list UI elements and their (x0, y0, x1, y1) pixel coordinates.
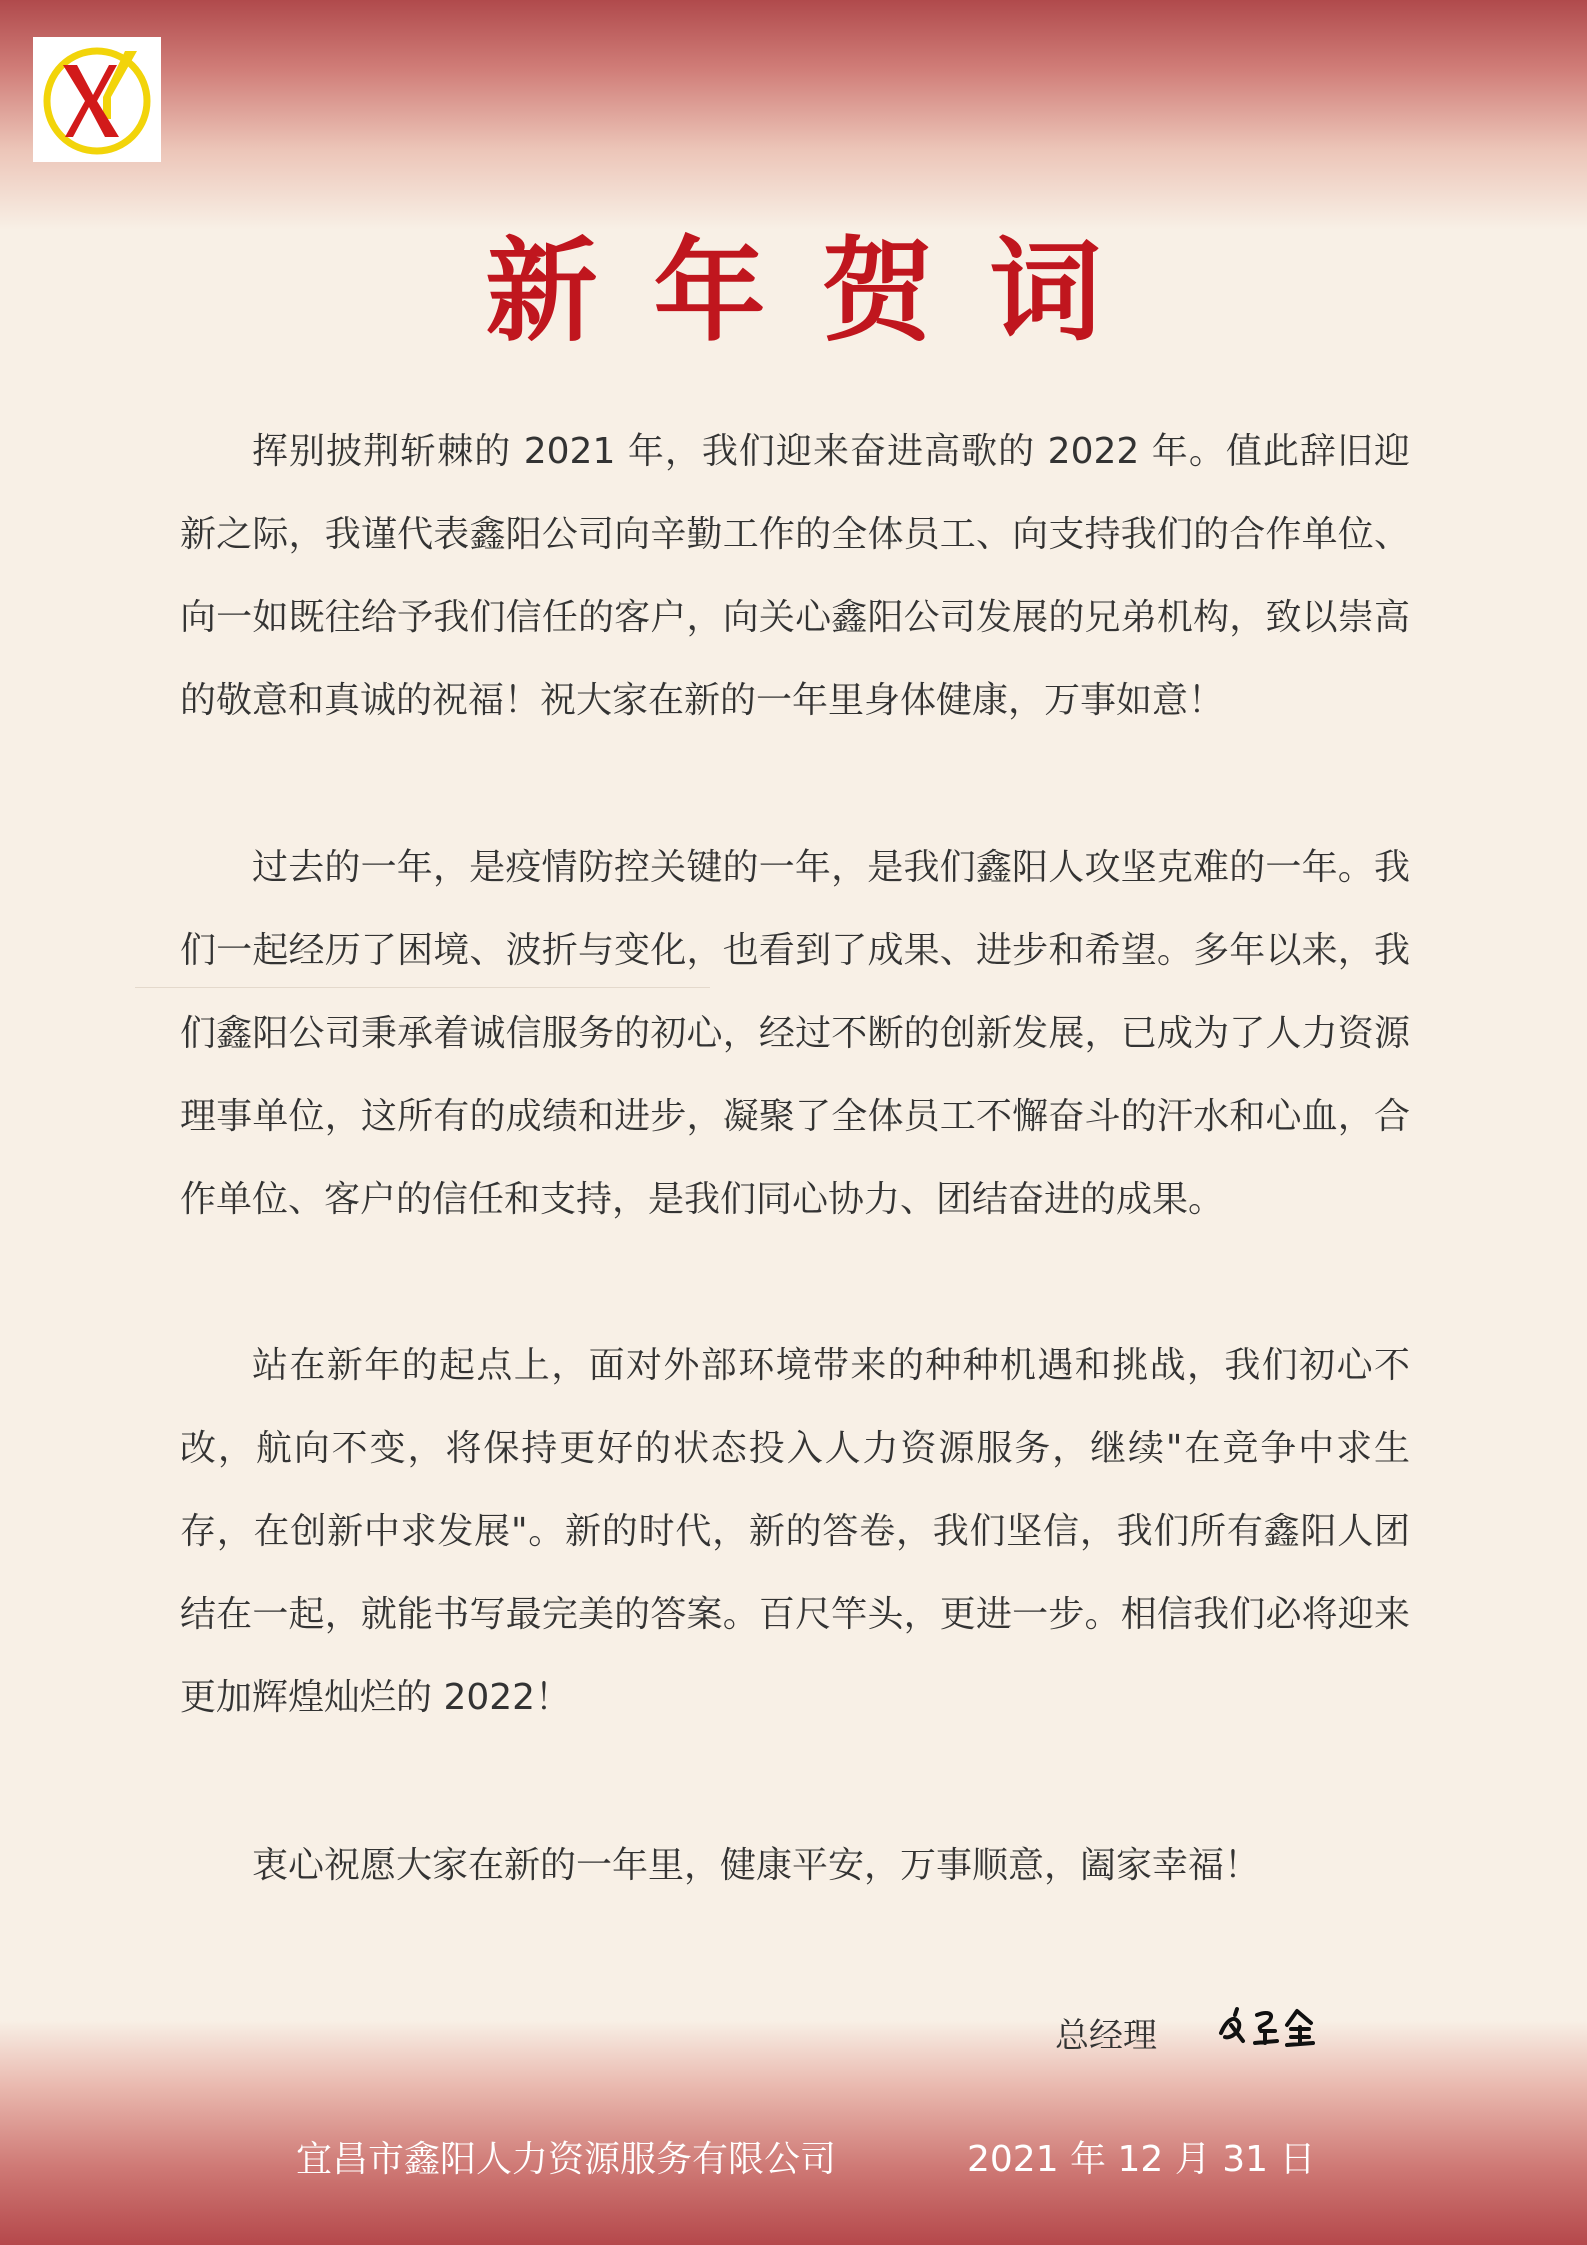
paragraph-2 (180, 826, 1410, 1241)
paragraph-1 (180, 410, 1410, 742)
page-title: 新年贺词 (485, 226, 1158, 357)
signature-title: 总经理 (1055, 2015, 1157, 2056)
footer-date: 2021 年 12 月 31 日 (967, 2139, 1316, 2180)
paragraph-3-text: 站在新年的起点上，面对外部环境带来的种种机遇和挑战，我们初心不改，航向不变，将保持更好的状态投入人力资源服务，继续"在竞争中求生存，在创新中求发展"。新的时代，新的答卷，我们坚信，我们所有鑫阳人团结在一起，就能书写最完美的答案。百尺竿头，更进一步。相信我们必将迎来更加辉煌灿烂的 2022！ (180, 1345, 1410, 1718)
paragraph-3 (180, 1324, 1410, 1739)
signature-block (1055, 2001, 1333, 2061)
paragraph-2-text: 过去的一年，是疫情防控关键的一年，是我们鑫阳人攻坚克难的一年。我们一起经历了困境、波折与变化，也看到了成果、进步和希望。多年以来，我们鑫阳公司秉承着诚信服务的初心，经过不断的创新发展，已成为了人力资源理事单位，这所有的成绩和进步，凝聚了全体员工不懈奋斗的汗水和心血，合作单位、客户的信任和支持，是我们同心协力、团结奋进的成果。 (180, 847, 1410, 1220)
closing-wish: 衷心祝愿大家在新的一年里，健康平安，万事顺意，阖家幸福！ (252, 1845, 1261, 1886)
footer-company-name: 宜昌市鑫阳人力资源服务有限公司 (296, 2139, 837, 2180)
company-logo (33, 37, 161, 162)
handwritten-signature (1213, 2001, 1333, 2070)
xy-logo-icon (33, 37, 161, 162)
paragraph-1-text: 挥别披荆斩棘的 2021 年，我们迎来奋进高歌的 2022 年。值此辞旧迎新之际，我谨代表鑫阳公司向辛勤工作的全体员工、向支持我们的合作单位、向一如既往给予我们信任的客户，向关心鑫阳公司发展的兄弟机构，致以崇高的敬意和真诚的祝福！祝大家在新的一年里身体健康，万事如意！ (180, 431, 1410, 721)
signature-image (1213, 2001, 1333, 2051)
top-gradient-band (0, 0, 1587, 230)
footer (0, 2130, 1587, 2190)
